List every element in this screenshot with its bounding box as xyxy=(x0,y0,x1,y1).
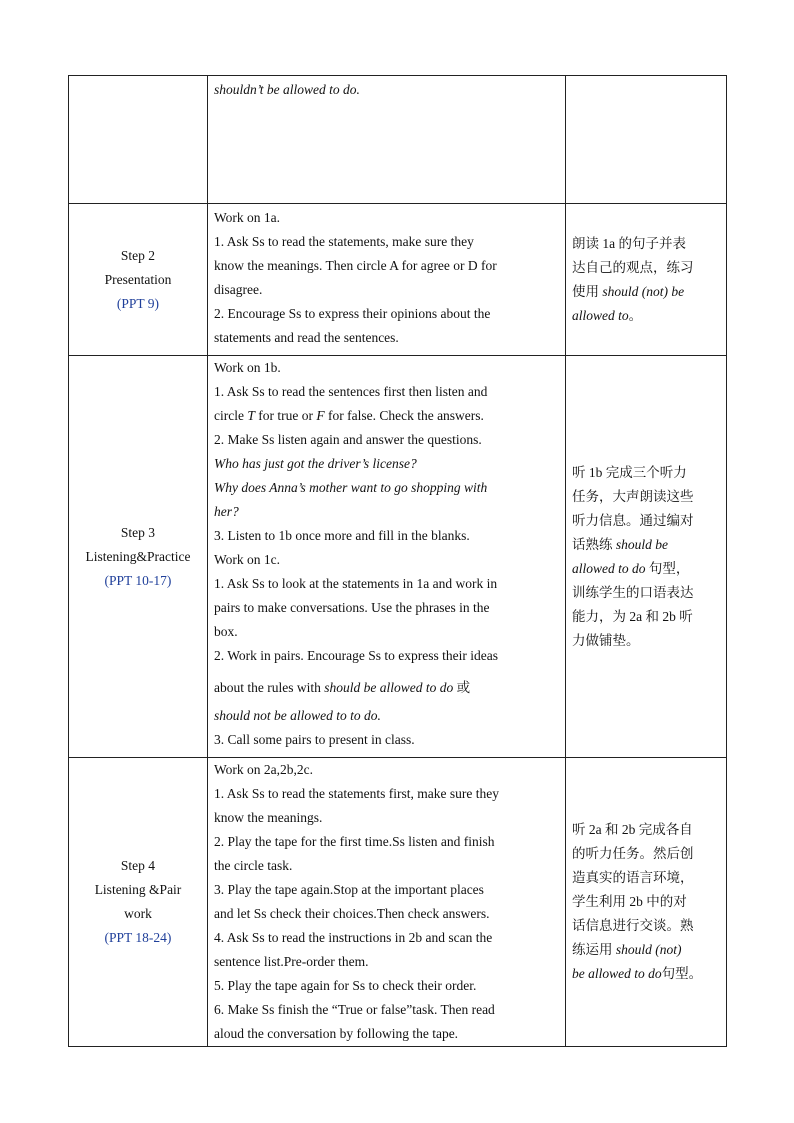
content-line: her? xyxy=(214,504,239,519)
content-italic: F xyxy=(316,408,325,423)
notes-text: 。 xyxy=(628,307,643,323)
notes-line: 能力，为 2a 和 2b 听 xyxy=(572,608,693,624)
notes-line xyxy=(572,304,720,328)
step-subtitle: Presentation xyxy=(104,271,172,287)
content-line: Work on 1a. xyxy=(214,210,281,225)
content-italic: should be allowed to do xyxy=(324,680,454,695)
table-row xyxy=(69,204,727,356)
notes-cell xyxy=(566,76,727,204)
content-line: Who has just got the driver’s license? xyxy=(214,456,417,471)
notes-text: 话熟练 xyxy=(572,536,616,552)
notes-line: 造真实的语言环境， xyxy=(572,870,694,885)
content-line: Work on 1b. xyxy=(214,360,281,375)
step-ppt: (PPT 10-17) xyxy=(104,572,172,588)
notes-text: 句型， xyxy=(645,560,690,576)
notes-cell xyxy=(566,204,727,356)
notes-cell xyxy=(566,758,727,1047)
notes-line: 任务，大声朗读这些 xyxy=(572,488,694,504)
content-text: about the rules with xyxy=(214,680,325,695)
notes-italic: should be xyxy=(615,536,668,552)
step-title: Step 3 xyxy=(120,524,156,540)
notes-text: 使用 xyxy=(572,283,603,299)
content-cell xyxy=(208,758,566,1047)
notes-line xyxy=(572,557,720,581)
content-line: disagree. xyxy=(214,282,263,297)
content-line: 2. Work in pairs. Encourage Ss to express their ideas xyxy=(214,648,498,663)
content-line: and let Ss check their choices.Then check answers. xyxy=(214,906,490,921)
notes-text: 句型。 xyxy=(661,966,703,981)
notes-line: 达自己的观点，练习 xyxy=(572,259,694,275)
content-line xyxy=(214,404,559,428)
content-line: 3. Play the tape again.Stop at the important places xyxy=(214,882,484,897)
step-ppt: (PPT 18-24) xyxy=(104,930,172,945)
notes-line: 力做铺垫。 xyxy=(572,632,640,648)
content-line: 3. Listen to 1b once more and fill in the blanks. xyxy=(214,528,470,543)
content-line: statements and read the sentences. xyxy=(214,330,399,345)
content-line: the circle task. xyxy=(214,858,293,873)
table-row xyxy=(69,758,727,1047)
content-line: know the meanings. xyxy=(214,810,323,825)
step-cell xyxy=(69,356,208,758)
notes-line: 学生利用 2b 中的对 xyxy=(572,894,687,909)
notes-line: 朗读 1a 的句子并表 xyxy=(572,235,686,251)
notes-italic: be allowed to do xyxy=(572,966,662,981)
notes-italic: should (not) xyxy=(615,942,682,957)
content-line xyxy=(214,672,559,704)
content-line: Work on 1c. xyxy=(214,552,281,567)
table-row xyxy=(69,356,727,758)
content-cell xyxy=(208,356,566,758)
content-text: for false. Check the answers. xyxy=(324,408,484,423)
content-text: for true or xyxy=(254,408,317,423)
notes-line: 听 2a 和 2b 完成各自 xyxy=(572,822,693,837)
content-line: pairs to make conversations. Use the phrases in the xyxy=(214,600,490,615)
content-line: 6. Make Ss finish the “True or false”task. Then read xyxy=(214,1002,495,1017)
step-cell xyxy=(69,76,208,204)
notes-text: 练运用 xyxy=(572,942,616,957)
content-line: 1. Ask Ss to read the sentences first then listen and xyxy=(214,384,488,399)
content-cell xyxy=(208,204,566,356)
notes-italic: should (not) be xyxy=(602,283,685,299)
content-line: 2. Play the tape for the first time.Ss listen and finish xyxy=(214,834,495,849)
content-line: 2. Make Ss listen again and answer the questions. xyxy=(214,432,482,447)
notes-line: 话信息进行交谈。熟 xyxy=(572,918,694,933)
content-line: should not be allowed to to do. xyxy=(214,708,381,723)
lesson-plan-table xyxy=(68,75,727,1047)
step-cell xyxy=(69,758,208,1047)
content-line: Why does Anna’s mother want to go shopping with xyxy=(214,480,488,495)
notes-cell xyxy=(566,356,727,758)
step-title: Step 4 xyxy=(120,858,156,873)
step-subtitle: Listening &Pair xyxy=(94,882,182,897)
notes-line xyxy=(572,533,720,557)
content-line: 1. Ask Ss to read the statements, make sure they xyxy=(214,234,474,249)
content-line: 2. Encourage Ss to express their opinions about the xyxy=(214,306,491,321)
content-line: 1. Ask Ss to look at the statements in 1a and work in xyxy=(214,576,498,591)
content-line: 3. Call some pairs to present in class. xyxy=(214,732,415,747)
step-subtitle: work xyxy=(124,906,152,921)
content-italic: T xyxy=(247,408,255,423)
content-line: 1. Ask Ss to read the statements first, make sure they xyxy=(214,786,499,801)
notes-line xyxy=(572,280,720,304)
content-line: 5. Play the tape again for Ss to check their order. xyxy=(214,978,477,993)
notes-line xyxy=(572,938,720,962)
content-line: box. xyxy=(214,624,238,639)
notes-line: 听力信息。通过编对 xyxy=(572,512,694,528)
notes-italic: allowed to do xyxy=(572,560,646,576)
content-cell xyxy=(208,76,566,204)
notes-italic: allowed to xyxy=(572,307,629,323)
content-line: shouldn’t be allowed to do. xyxy=(214,82,360,97)
content-line: 4. Ask Ss to read the instructions in 2b and scan the xyxy=(214,930,493,945)
notes-line xyxy=(572,962,720,986)
content-line: know the meanings. Then circle A for agree or D for xyxy=(214,258,497,273)
notes-line: 听 1b 完成三个听力 xyxy=(572,464,687,480)
step-subtitle: Listening&Practice xyxy=(85,548,191,564)
step-title: Step 2 xyxy=(120,247,156,263)
step-ppt: (PPT 9) xyxy=(116,295,160,311)
table-row xyxy=(69,76,727,204)
content-text: circle xyxy=(214,408,248,423)
content-line: Work on 2a,2b,2c. xyxy=(214,762,314,777)
notes-line: 的听力任务。然后创 xyxy=(572,846,694,861)
content-line: sentence list.Pre-order them. xyxy=(214,954,369,969)
step-cell xyxy=(69,204,208,356)
notes-line: 训练学生的口语表达 xyxy=(572,584,694,600)
content-text: 或 xyxy=(453,680,471,695)
content-line: aloud the conversation by following the tape. xyxy=(214,1026,459,1041)
